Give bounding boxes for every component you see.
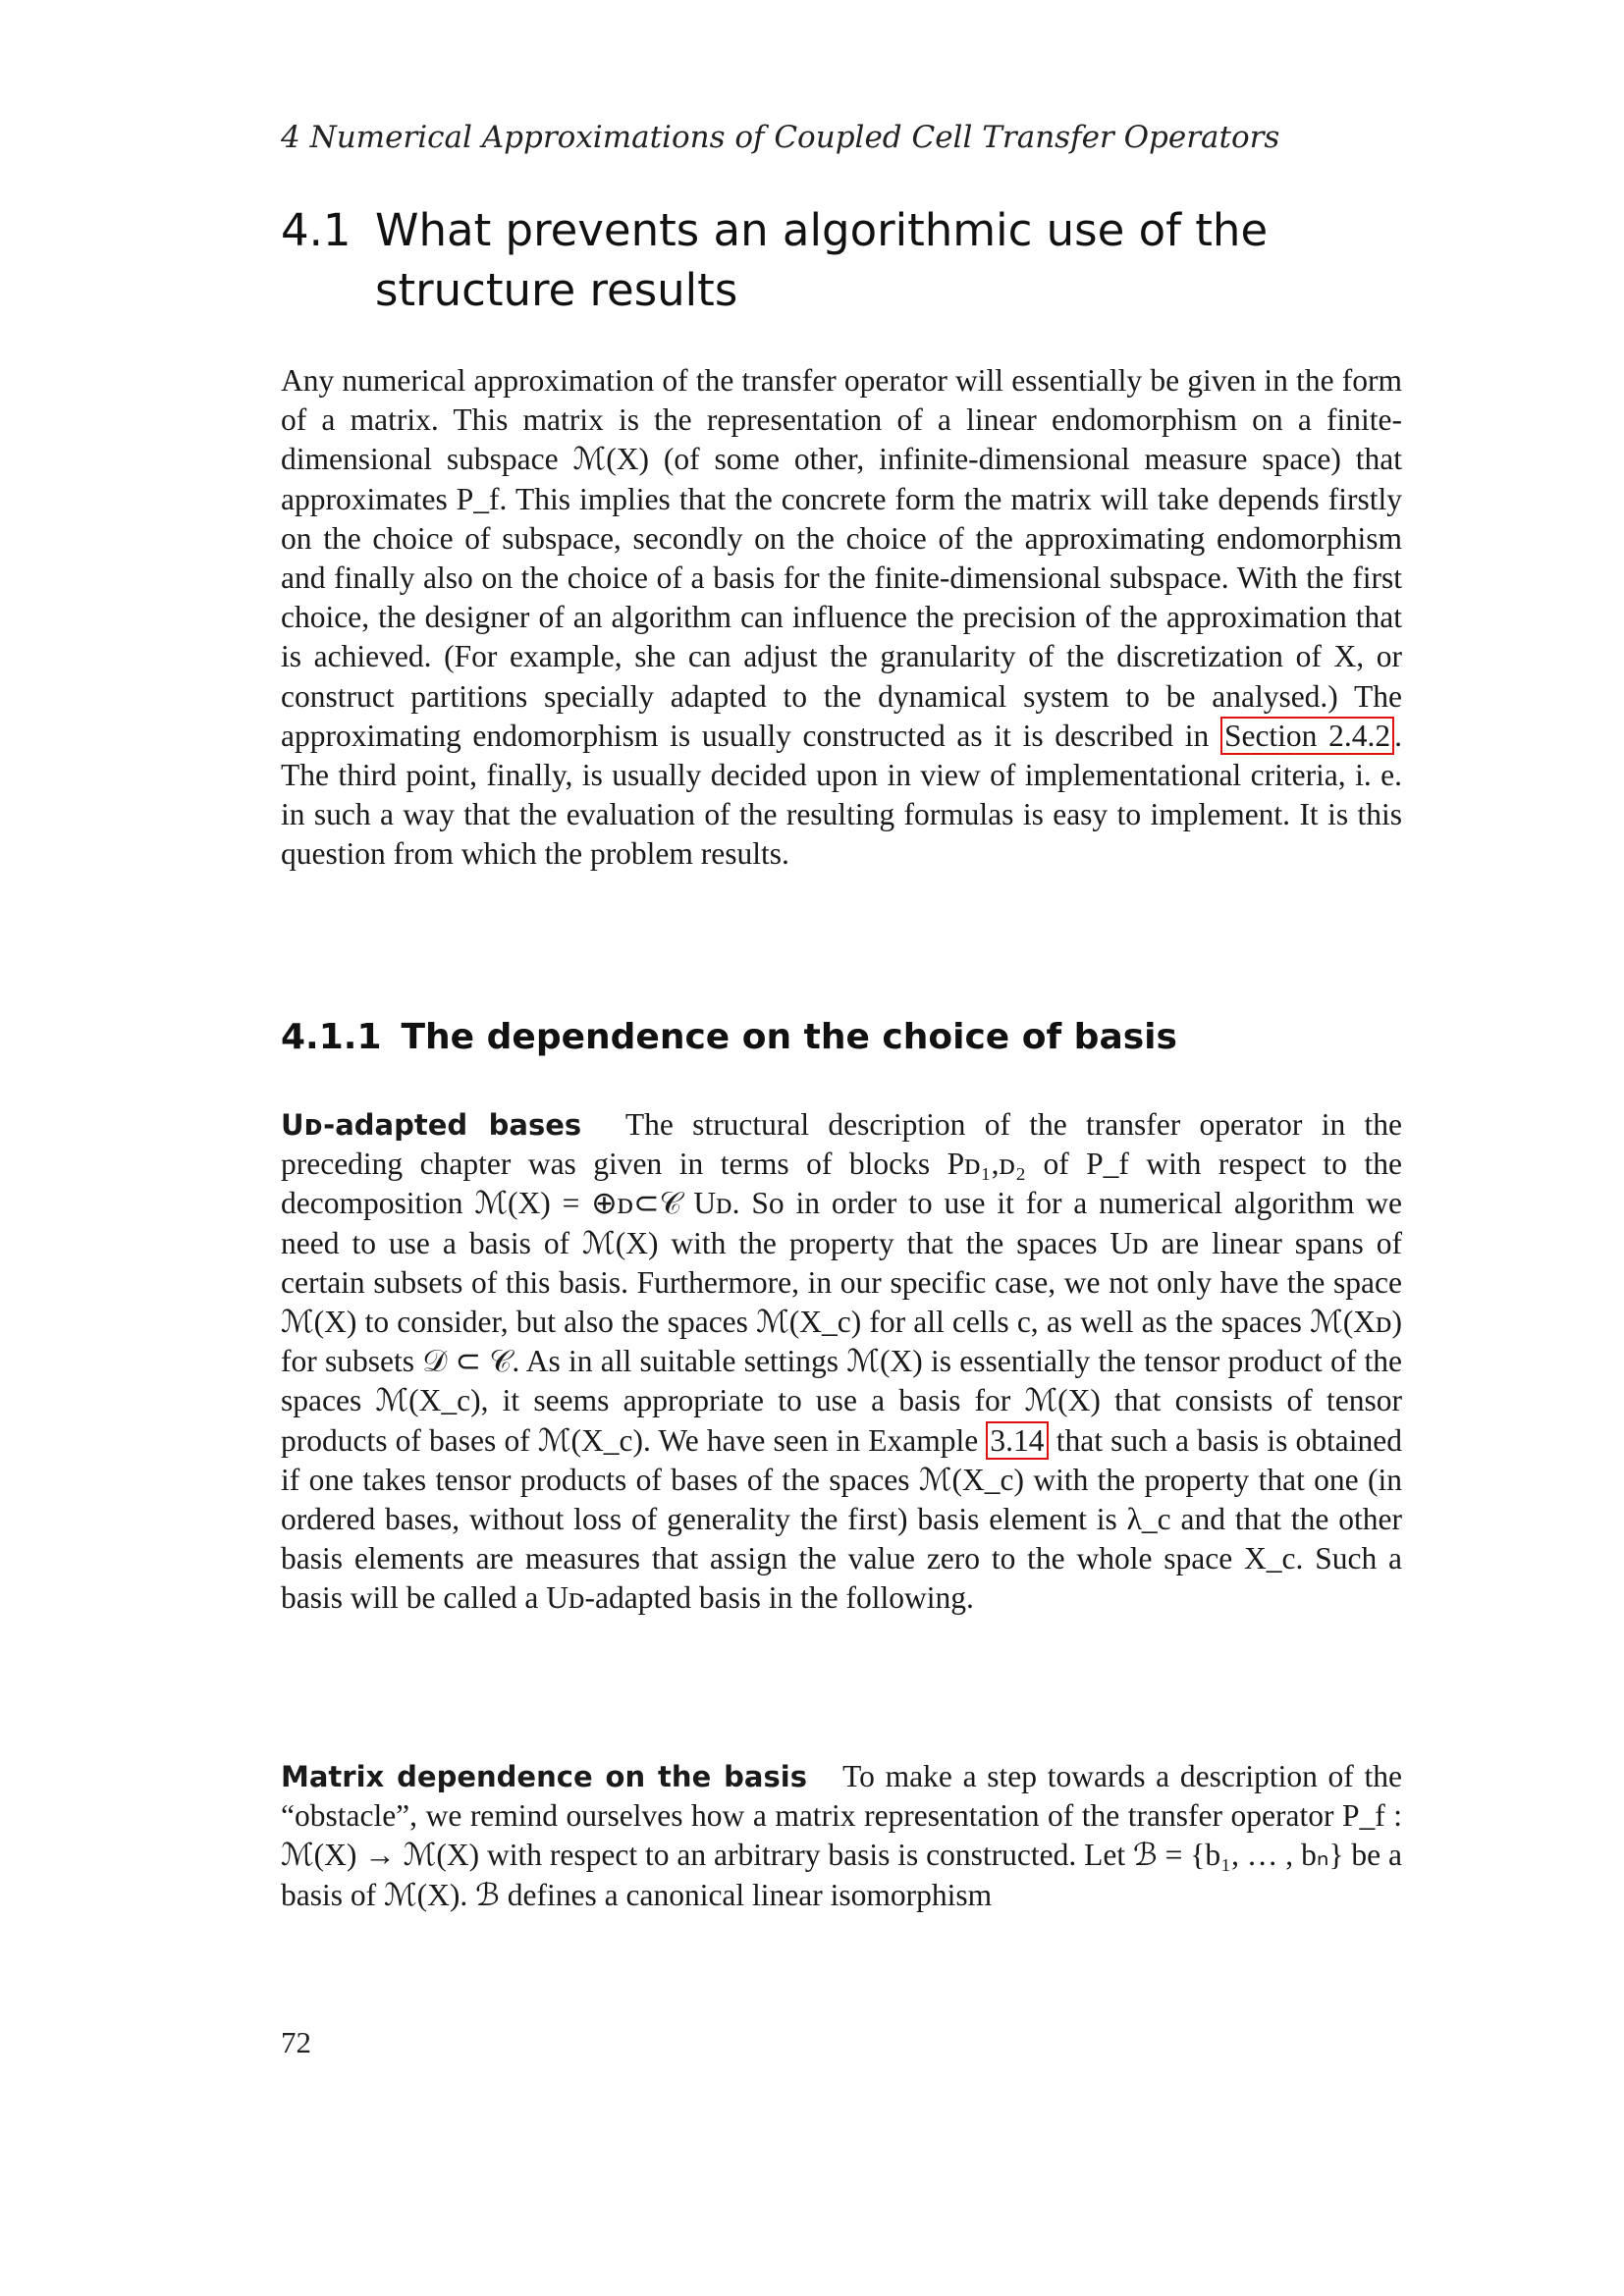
subsection-title bbox=[281, 1017, 1177, 1057]
paragraph-intro bbox=[281, 361, 1402, 875]
example-ref-link[interactable]: 3.14 bbox=[986, 1421, 1048, 1460]
paragraph-adapted-bases-tail: that such a basis is obtained if one takes tensor products of bases of the spaces ℳ(X_c) with the property that one (in ordered bases, without loss of generality the first) basis element is λ_c and that the other basis elements are measures that assign the value zero to the whole space X_c. Such a basis will be called a Uᴅ-adapted basis in the following. bbox=[281, 1422, 1402, 1616]
runin-heading-matrix-dependence: Matrix dependence on the basis bbox=[281, 1760, 807, 1793]
running-head: 4 Numerical Approximations of Coupled Cell Transfer Operators bbox=[281, 120, 1280, 155]
section-number: 4.1 bbox=[281, 204, 352, 256]
section-title-text: What prevents an algorithmic use of the structure results bbox=[375, 204, 1269, 316]
page-number: 72 bbox=[281, 2025, 311, 2059]
section-title bbox=[281, 200, 1402, 320]
paragraph-intro-tail: . The third point, finally, is usually decided upon in view of implementational criteria, i. e. in such a way that the evaluation of the resulting formulas is easy to implement. It is this question from which the problem results. bbox=[281, 718, 1403, 872]
subsection-title-text: The dependence on the choice of basis bbox=[401, 1017, 1177, 1057]
paragraph-matrix-dependence-text: To make a step towards a description of the “obstacle”, we remind ourselves how a matrix representation of the transfer operator P_f : ℳ(X) → ℳ(X) with respect to an arbitrary basis is constructed. Let ℬ = {b₁, … , bₙ} be a basis of ℳ(X). ℬ defines a canonical linear isomorphism bbox=[281, 1759, 1402, 1912]
paragraph-intro-text: Any numerical approximation of the transfer operator will essentially be given in the form of a matrix. This matrix is the representation of a linear endomorphism on a finite-dimensional subspace ℳ(X) (of some other, infinite-dimensional measure space) that approximates P_f. This implies that the concrete form the matrix will take depends firstly on the choice of subspace, secondly on the choice of the approximating endomorphism and finally also on the choice of a basis for the finite-dimensional subspace. With the first choice, the designer of an algorithm can influence the precision of the approximation that is achieved. (For example, she can adjust the granularity of the discretization of X, or construct partitions specially adapted to the dynamical system to be analysed.) The approximating endomorphism is usually constructed as it is described in bbox=[281, 363, 1402, 753]
section-ref-link[interactable]: Section 2.4.2 bbox=[1220, 717, 1394, 755]
paragraph-adapted-bases bbox=[281, 1105, 1402, 1619]
subsection-number: 4.1.1 bbox=[281, 1017, 382, 1057]
runin-heading-adapted-bases: Uᴅ-adapted bases bbox=[281, 1108, 582, 1142]
paragraph-matrix-dependence bbox=[281, 1757, 1402, 1915]
paragraph-adapted-bases-text: The structural description of the transfer operator in the preceding chapter was given in terms of blocks Pᴅ₁,ᴅ₂ of P_f with respect to the decomposition ℳ(X) = ⊕ᴅ⊂𝒞 Uᴅ. So in order to use it for a numerical algorithm we need to use a basis of ℳ(X) with the property that the spaces Uᴅ are linear spans of certain subsets of this basis. Furthermore, in our specific case, we not only have the space ℳ(X) to consider, but also the spaces ℳ(X_c) for all cells c, as well as the spaces ℳ(Xᴅ) for subsets 𝒟 ⊂ 𝒞. As in all suitable settings ℳ(X) is essentially the tensor product of the spaces ℳ(X_c), it seems appropriate to use a basis for ℳ(X) that consists of tensor products of bases of ℳ(X_c). We have seen in Example bbox=[281, 1107, 1402, 1458]
